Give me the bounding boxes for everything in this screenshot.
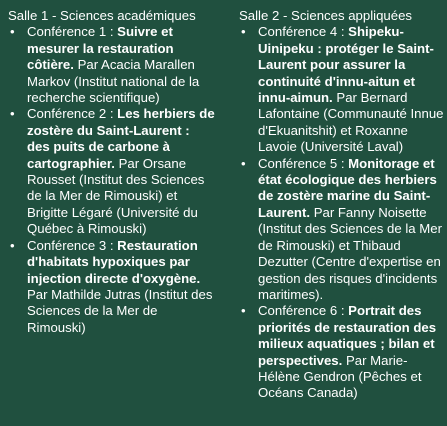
conference-3-prefix: Conférence 3 : (27, 237, 118, 253)
conference-2-prefix: Conférence 2 : (27, 106, 118, 122)
bullet-icon: • (241, 24, 246, 40)
conference-2-speakers: Par Orsane Rousset (Institut des Sciences de la Mer de Rimouski) et Brigitte Légaré (Université du Québec à Rimouski) (27, 155, 205, 237)
conference-6-item (239, 303, 445, 401)
conference-6-prefix: Conférence 6 : (258, 303, 349, 319)
conference-2-title: Les herbiers de zostère du Saint-Laurent : des puits de carbone à cartographier. (27, 106, 215, 171)
conference-3-speakers: Par Mathilde Jutras (Institut des Sciences de la Mer de Rimouski) (27, 286, 213, 335)
left-column (8, 8, 216, 336)
bullet-icon: • (10, 24, 15, 40)
conference-1-prefix: Conférence 1 : (27, 24, 118, 40)
room-1-heading: Salle 1 - Sciences académiques (8, 8, 196, 23)
conference-4-speakers: Par Bernard Lafontaine (Communauté Innue d'Ekuanitshit) et Roxanne Lavoie (Université Laval) (258, 90, 444, 155)
conference-5-speakers: Par Fanny Noisette (Institut des Sciences de la Mer de Rimouski) et Thibaud Dezutter (Centre d'expertise en gestion des risques d'incidents maritimes). (258, 204, 442, 302)
bullet-icon: • (241, 155, 246, 171)
bullet-icon: • (241, 303, 246, 319)
conference-5-item (239, 156, 445, 304)
bullet-icon: • (10, 106, 15, 122)
conference-4-prefix: Conférence 4 : (258, 24, 349, 40)
conference-4-title: Shipeku-Uinipeku : protéger le Saint-Laurent pour assurer la continuité d'innu-aitun et innu-aimun. (258, 24, 434, 106)
room-1-conference-list (8, 24, 216, 336)
conference-6-title: Portrait des priorités de restauration des milieux aquatiques ; bilan et perspectives. (258, 303, 437, 368)
conference-3-item (8, 238, 216, 336)
conference-1-title: Suivre et mesurer la restauration côtière. (27, 24, 174, 73)
right-column (239, 8, 445, 402)
conference-6-speakers: Par Marie-Hélène Gendron (Pêches et Océans Canada) (258, 352, 422, 401)
conference-3-title: Restauration d'habitats hypoxiques par injection directe d'oxygène. (27, 237, 201, 286)
conference-1-item (8, 24, 216, 106)
conference-5-title: Monitorage et état écologique des herbiers de zostère marine du Saint-Laurent. (258, 155, 437, 220)
room-2-heading: Salle 2 - Sciences appliquées (239, 8, 413, 23)
room-2-conference-list (239, 24, 445, 401)
conference-2-item (8, 106, 216, 237)
bullet-icon: • (10, 237, 15, 253)
conference-4-item (239, 24, 445, 155)
conference-1-speakers: Par Acacia Marallen Markov (Institut national de la recherche scientifique) (27, 57, 200, 106)
conference-5-prefix: Conférence 5 : (258, 155, 349, 171)
